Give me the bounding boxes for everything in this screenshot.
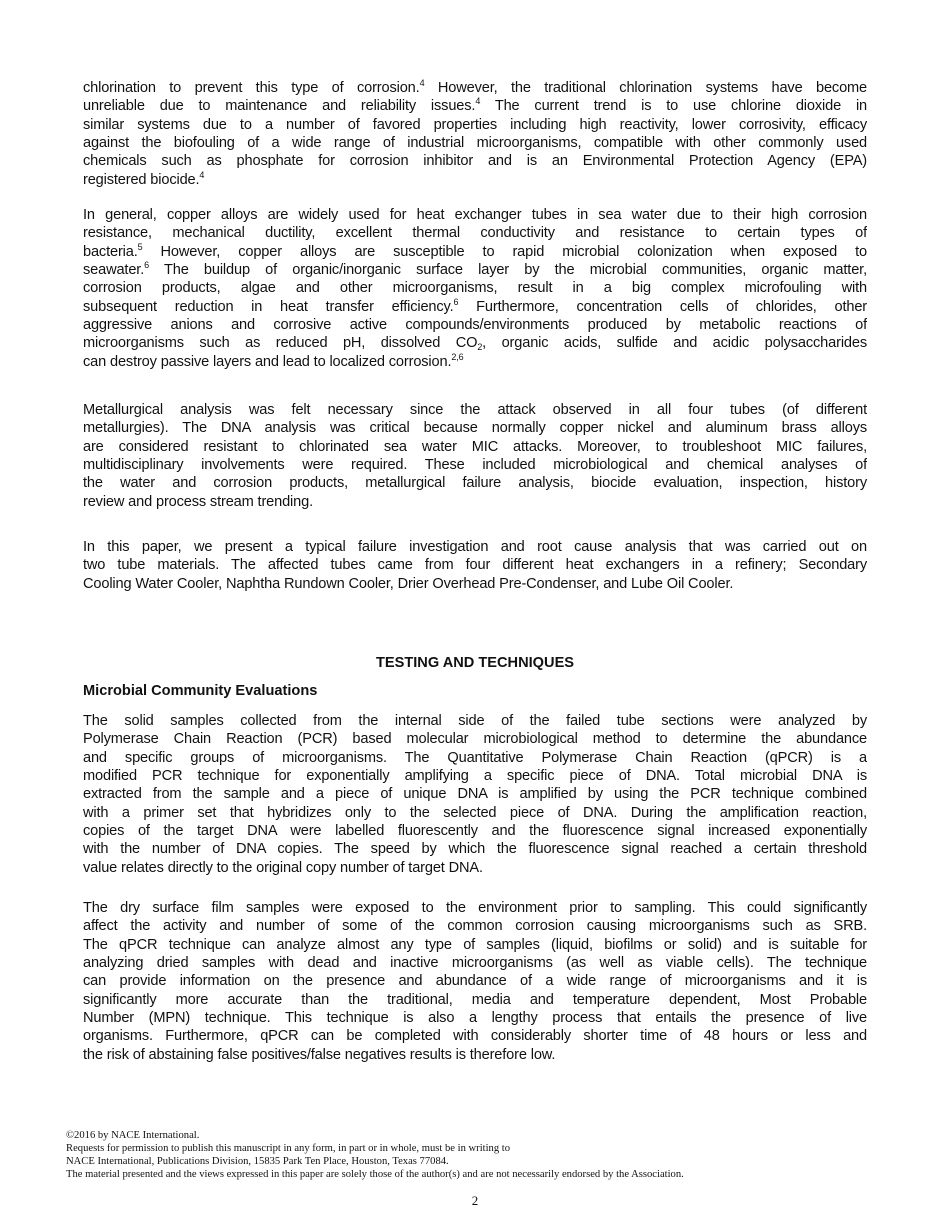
text-run: registered biocide. — [83, 171, 200, 188]
text-run: unreliable due to maintenance and reliability issues. — [83, 98, 476, 115]
paragraph-pcr-method — [83, 712, 867, 877]
text-run: The solid samples collected from the internal side of the failed tube sections were analyzed by — [83, 713, 867, 729]
text-run: Polymerase Chain Reaction (PCR) based molecular microbiological method to determine the abundance — [83, 731, 867, 748]
text-line — [83, 206, 867, 224]
text-line — [83, 785, 867, 803]
citation-superscript: 4 — [199, 170, 205, 180]
citation-superscript: 4 — [419, 79, 425, 88]
text-line — [83, 804, 867, 822]
text-run: affect the activity and number of some of the common corrosion causing microorganisms such as SRB. — [83, 918, 867, 935]
subsection-heading: Microbial Community Evaluations — [83, 683, 318, 699]
text-line — [83, 972, 867, 990]
text-run: with a primer set that hybridizes only to the selected piece of DNA. During the amplification reaction, — [83, 804, 867, 821]
section-heading: TESTING AND TECHNIQUES — [375, 655, 575, 671]
text-line — [83, 279, 867, 297]
text-run: However, copper alloys are susceptible to rapid microbial colonization when exposed to — [142, 243, 867, 260]
text-run: the risk of abstaining false positives/false negatives results is therefore low. — [83, 1046, 556, 1063]
text-run: and specific groups of microorganisms. The Quantitative Polymerase Chain Reaction (qPCR) is a — [83, 749, 867, 766]
text-line — [83, 954, 867, 972]
text-line — [83, 556, 867, 574]
text-run: similar systems due to a number of favored properties including high reactivity, lower corrosivity, efficacy — [83, 116, 867, 133]
text-line — [83, 712, 867, 730]
text-run: Furthermore, concentration cells of chlorides, other — [458, 298, 867, 315]
page-number: 2 — [471, 1193, 479, 1208]
text-run: subsequent reduction in heat transfer efficiency. — [83, 298, 454, 315]
text-run: multidisciplinary involvements were required. These included microbiological and chemical analyses of — [83, 457, 867, 474]
text-run: are considered resistant to chlorinated sea water MIC attacks. Moreover, to troubleshoot MIC failures, — [83, 438, 867, 455]
paragraph-qpcr-advantages — [83, 899, 867, 1064]
text-run: chemicals such as phosphate for corrosion inhibitor and is an Environmental Protection Agency (EPA) — [83, 153, 867, 170]
text-line — [83, 767, 867, 785]
text-line — [83, 859, 867, 877]
text-run: analyzing dried samples with dead and inactive microorganisms (as well as viable cells). The technique — [83, 955, 867, 972]
text-run: The buildup of organic/inorganic surface layer by the microbial communities, organic matter, — [148, 262, 867, 279]
text-line — [83, 261, 867, 279]
text-line — [83, 419, 867, 437]
text-line — [83, 353, 867, 371]
text-line — [83, 401, 867, 419]
text-run: bacteria. — [83, 243, 138, 260]
text-line — [83, 97, 867, 115]
text-run: The dry surface film samples were exposed to the environment prior to sampling. This could significantly — [83, 900, 867, 916]
text-line — [83, 224, 867, 242]
text-line — [83, 334, 867, 352]
text-run: Metallurgical analysis was felt necessary since the attack observed in all four tubes (of different — [83, 402, 867, 418]
citation-superscript: 5 — [137, 242, 143, 252]
text-run: extracted from the sample and a piece of unique DNA is amplified by using the PCR technique combined — [83, 786, 867, 803]
text-line — [83, 840, 867, 858]
text-run: metallurgies). The DNA analysis was critical because normally copper nickel and aluminum brass alloys — [83, 420, 867, 437]
text-line — [83, 134, 867, 152]
text-run: with the number of DNA copies. The speed by which the fluorescence signal reached a certain threshold — [83, 841, 867, 858]
text-run: the water and corrosion products, metallurgical failure analysis, biocide evaluation, inspection, history — [83, 475, 867, 492]
text-run: copies of the target DNA were labelled fluorescently and the fluorescence signal increased exponentially — [83, 823, 867, 840]
footer-line: ©2016 by NACE International. — [66, 1130, 200, 1141]
text-line — [83, 991, 867, 1009]
text-line — [83, 1009, 867, 1027]
text-run: In this paper, we present a typical failure investigation and root cause analysis that was carried out on — [83, 539, 867, 555]
text-run: Cooling Water Cooler, Naphtha Rundown Cooler, Drier Overhead Pre-Condenser, and Lube Oil Cooler. — [83, 575, 734, 592]
citation-superscript: 6 — [453, 297, 459, 307]
text-line — [83, 749, 867, 767]
text-line — [83, 298, 867, 316]
paragraph-paper-scope — [83, 538, 867, 593]
text-run: value relates directly to the original copy number of target DNA. — [83, 859, 483, 876]
text-run: resistance, mechanical ductility, excellent thermal conductivity and resistance to certain types of — [83, 225, 867, 242]
text-line — [83, 456, 867, 474]
text-run: The qPCR technique can analyze almost any type of samples (liquid, biofilms or solid) and is suitable for — [83, 936, 867, 953]
paragraph-copper-alloys — [83, 206, 867, 371]
text-line — [83, 1046, 867, 1064]
footer-line: The material presented and the views expressed in this paper are solely those of the author(s) and are not necessarily endorsed by the Association. — [66, 1169, 684, 1180]
paragraph-metallurgical-analysis — [83, 401, 867, 511]
text-line — [83, 116, 867, 134]
text-run: organisms. Furthermore, qPCR can be completed with considerably shorter time of 48 hours or less and — [83, 1028, 867, 1045]
text-line — [83, 575, 867, 593]
text-run: The current trend is to use chlorine dioxide in — [480, 98, 867, 115]
text-run: seawater. — [83, 262, 145, 279]
text-line — [83, 79, 867, 97]
text-line — [83, 917, 867, 935]
text-run: However, the traditional chlorination systems have become — [424, 80, 867, 96]
text-run: against the biofouling of a wide range of industrial microorganisms, compatible with other commonly used — [83, 135, 867, 152]
text-line — [83, 1027, 867, 1045]
text-line — [83, 899, 867, 917]
text-run: In general, copper alloys are widely used for heat exchanger tubes in sea water due to their high corrosion — [83, 207, 867, 223]
text-line — [83, 822, 867, 840]
text-line — [83, 243, 867, 261]
text-run: microorganisms such as reduced pH, dissolved CO — [83, 335, 478, 352]
subscript: 2 — [477, 342, 483, 353]
text-run: aggressive anions and corrosive active compounds/environments produced by metabolic reactions of — [83, 317, 867, 334]
text-line — [83, 936, 867, 954]
text-run: corrosion products, algae and other microorganisms, result in a big complex microfouling with — [83, 280, 867, 297]
text-line — [83, 438, 867, 456]
text-line — [83, 152, 867, 170]
text-run: chlorination to prevent this type of corrosion. — [83, 80, 420, 96]
paragraph-chlorine-dioxide — [83, 79, 867, 189]
text-run: Number (MPN) technique. This technique is also a lengthy process that entails the presence of live — [83, 1010, 867, 1027]
text-line — [83, 316, 867, 334]
text-line — [83, 493, 867, 511]
text-run: review and process stream trending. — [83, 493, 313, 510]
text-run: two tube materials. The affected tubes came from four different heat exchangers in a refinery; Secondary — [83, 557, 867, 574]
citation-superscript: 2,6 — [451, 352, 464, 362]
footer-line: NACE International, Publications Division, 15835 Park Ten Place, Houston, Texas 77084. — [66, 1156, 449, 1167]
footer-line: Requests for permission to publish this manuscript in any form, in part or in whole, must be in writing to — [66, 1143, 511, 1154]
text-line — [83, 171, 867, 189]
text-run: can destroy passive layers and lead to localized corrosion. — [83, 353, 452, 370]
text-run: can provide information on the presence and abundance of a wide range of microorganisms and it is — [83, 973, 867, 990]
text-line — [83, 730, 867, 748]
citation-superscript: 4 — [475, 97, 481, 107]
text-line — [83, 538, 867, 556]
citation-superscript: 6 — [144, 261, 149, 271]
text-run: , organic acids, sulfide and acidic polysaccharides — [482, 335, 867, 352]
text-run: significantly more accurate than the traditional, media and temperature dependent, Most Probable — [83, 991, 867, 1008]
copyright-footer — [66, 1129, 684, 1181]
text-line — [83, 474, 867, 492]
text-run: modified PCR technique for exponentially amplifying a specific piece of DNA. Total microbial DNA is — [83, 768, 867, 785]
